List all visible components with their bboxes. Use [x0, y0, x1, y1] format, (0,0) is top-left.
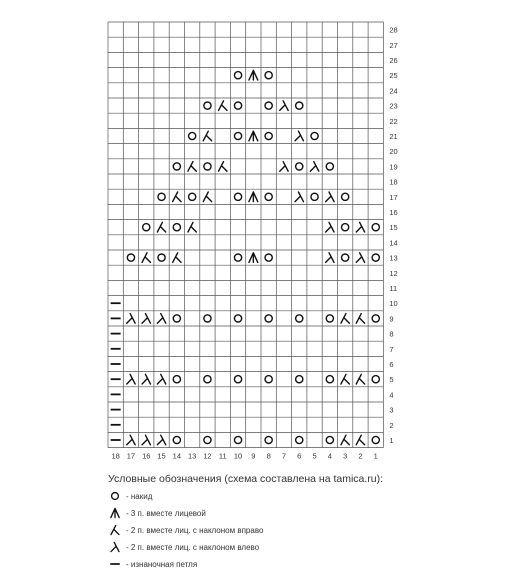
- yarn-over-icon: [204, 376, 211, 383]
- yarn-over-icon: [326, 436, 333, 443]
- stitch-cell: [204, 102, 211, 109]
- stitch-cell: [189, 132, 196, 139]
- stitch-cell: [342, 224, 349, 231]
- column-label: 8: [266, 451, 271, 461]
- stitch-cell: [249, 70, 258, 80]
- stitch-cell: [372, 436, 379, 443]
- stitch-cell: [143, 224, 150, 231]
- yarn-over-icon: [234, 193, 241, 200]
- legend-symbol: [108, 540, 122, 554]
- row-label: 25: [389, 71, 398, 81]
- k2tog-right-icon: [341, 314, 349, 324]
- legend-label: - 3 п. вместе лицевой: [126, 508, 206, 518]
- stitch-cell: [203, 131, 211, 141]
- k2tog-right-icon: [142, 253, 150, 263]
- yarn-over-icon: [204, 436, 211, 443]
- stitch-cell: [204, 163, 211, 170]
- row-label: 15: [389, 223, 398, 233]
- k2tog-right-icon: [219, 162, 227, 172]
- stitch-cell: [173, 224, 180, 231]
- k2tog-left-icon: [157, 374, 165, 384]
- stitch-cell: [234, 102, 241, 109]
- k2tog-left-icon: [280, 101, 288, 111]
- legend-item: [108, 506, 206, 520]
- row-label: 28: [389, 25, 398, 35]
- stitch-cell: [356, 253, 364, 263]
- stitch-cell: [310, 162, 318, 172]
- stitch-cell: [173, 163, 180, 170]
- k2tog-left-icon: [142, 374, 150, 384]
- k2tog-right-icon: [203, 131, 211, 141]
- stitch-cell: [296, 102, 303, 109]
- column-label: 5: [312, 451, 317, 461]
- k2tog-right-icon: [219, 101, 227, 111]
- row-label: 1: [389, 436, 394, 445]
- stitch-cell: [127, 374, 135, 384]
- stitch-cell: [342, 193, 349, 200]
- stitch-cell: [142, 374, 150, 384]
- stitch-cell: [204, 315, 211, 322]
- yarn-over-icon: [143, 224, 150, 231]
- stitch-cell: [157, 374, 165, 384]
- stitch-cell: [173, 253, 181, 263]
- column-label: 6: [297, 451, 302, 461]
- stitch-cell: [173, 376, 180, 383]
- k2tog-right-icon: [188, 222, 196, 232]
- stitch-cell: [296, 376, 303, 383]
- row-label: 14: [389, 238, 398, 248]
- k2tog-right-icon: [203, 192, 211, 202]
- stitch-cell: [158, 254, 165, 261]
- yarn-over-icon: [342, 193, 349, 200]
- yarn-over-icon: [265, 132, 272, 139]
- k2tog-left-icon: [280, 162, 288, 172]
- yarn-over-icon: [326, 163, 333, 170]
- legend-label: - накид: [126, 491, 153, 501]
- yarn-over-icon: [265, 102, 272, 109]
- yarn-over-icon: [265, 436, 272, 443]
- yarn-over-icon: [342, 224, 349, 231]
- stitch-cell: [234, 436, 241, 443]
- yarn-over-icon: [296, 436, 303, 443]
- row-label: 5: [389, 375, 394, 385]
- row-label: 26: [389, 56, 398, 65]
- column-label: 13: [187, 451, 197, 461]
- row-label: 13: [389, 253, 398, 263]
- row-label: 6: [389, 360, 394, 369]
- stitch-cell: [356, 374, 364, 384]
- stitch-cell: [234, 376, 241, 383]
- stitch-cell: [356, 314, 364, 324]
- stitch-cell: [127, 314, 135, 324]
- stitch-cell: [265, 254, 272, 261]
- k2tog-left-icon: [356, 253, 364, 263]
- stitch-cell: [142, 314, 150, 324]
- stitch-cell: [326, 163, 333, 170]
- yarn-over-icon: [204, 163, 211, 170]
- stitch-cell: [341, 314, 349, 324]
- stitch-cell: [142, 253, 150, 263]
- yarn-over-icon: [265, 376, 272, 383]
- column-label: 18: [111, 451, 120, 461]
- row-label: 27: [389, 40, 398, 50]
- yarn-over-icon: [234, 102, 241, 109]
- chart-stitches: [111, 70, 380, 444]
- yarn-over-icon: [311, 132, 318, 139]
- column-label: 1: [373, 451, 378, 461]
- yarn-over-icon: [158, 254, 165, 261]
- k2tog-left-icon: [127, 374, 135, 384]
- row-label: 17: [389, 192, 398, 202]
- stitch-cell: [296, 436, 303, 443]
- stitch-cell: [265, 315, 272, 322]
- yarn-over-icon: [234, 132, 241, 139]
- stitch-cell: [326, 253, 334, 263]
- stitch-cell: [189, 193, 196, 200]
- row-label: 3: [389, 405, 394, 415]
- stitch-cell: [173, 192, 181, 202]
- k3tog-icon: [249, 70, 258, 80]
- row-label: 9: [389, 314, 394, 324]
- k2tog-right-icon: [157, 222, 165, 232]
- yarn-over-icon: [204, 102, 211, 109]
- k2tog-left-icon: [157, 435, 165, 445]
- k2tog-left-icon: [356, 222, 364, 232]
- yarn-over-icon: [127, 254, 134, 261]
- chart-grid: [108, 22, 383, 448]
- legend-item: [108, 540, 259, 554]
- stitch-cell: [372, 315, 379, 322]
- yarn-over-icon: [189, 132, 196, 139]
- stitch-cell: [311, 132, 318, 139]
- yarn-over-icon: [173, 376, 180, 383]
- legend-symbol: [108, 489, 122, 503]
- stitch-cell: [158, 193, 165, 200]
- yarn-over-icon: [204, 315, 211, 322]
- column-label: 11: [218, 451, 227, 461]
- row-label: 21: [389, 132, 398, 141]
- stitch-cell: [372, 224, 379, 231]
- k2tog-left-icon: [142, 435, 150, 445]
- stitch-cell: [204, 376, 211, 383]
- stitch-cell: [326, 436, 333, 443]
- legend-symbol: [108, 557, 122, 571]
- yarn-over-icon: [326, 315, 333, 322]
- k2tog-right-icon: [173, 192, 181, 202]
- k3tog-icon: [111, 508, 119, 517]
- yarn-over-icon: [265, 193, 272, 200]
- k3tog-icon: [249, 253, 258, 263]
- k2tog-right-icon: [188, 162, 196, 172]
- yarn-over-icon: [372, 315, 379, 322]
- stitch-cell: [203, 192, 211, 202]
- row-label: 2: [389, 420, 394, 430]
- legend-symbol: [108, 506, 122, 520]
- column-labels: [111, 452, 377, 461]
- stitch-cell: [204, 436, 211, 443]
- row-label: 4: [389, 390, 394, 400]
- k2tog-right-icon: [341, 435, 349, 445]
- k3tog-icon: [249, 192, 258, 202]
- legend-title: Условные обозначения (схема составлена на tamica.ru):: [108, 473, 384, 485]
- k2tog-left-icon: [326, 222, 334, 232]
- yarn-over-icon: [296, 376, 303, 383]
- row-label: 7: [389, 344, 394, 354]
- k2tog-left-icon: [295, 131, 303, 141]
- legend-label: - изнаночная петля: [126, 559, 198, 569]
- row-label: 19: [389, 162, 398, 172]
- yarn-over-icon: [173, 315, 180, 322]
- yarn-over-icon: [326, 376, 333, 383]
- row-label: 24: [389, 86, 398, 96]
- yarn-over-icon: [311, 193, 318, 200]
- yarn-over-icon: [234, 254, 241, 261]
- stitch-cell: [265, 436, 272, 443]
- stitch-cell: [234, 132, 241, 139]
- column-label: 9: [251, 451, 256, 461]
- stitch-cell: [295, 192, 303, 202]
- stitch-cell: [342, 254, 349, 261]
- stitch-cell: [311, 193, 318, 200]
- k3tog-icon: [249, 131, 258, 141]
- stitch-cell: [265, 376, 272, 383]
- column-label: 10: [233, 451, 243, 461]
- column-label: 17: [126, 451, 136, 461]
- stitch-cell: [234, 193, 241, 200]
- stitch-cell: [356, 222, 364, 232]
- stitch-cell: [341, 435, 349, 445]
- stitch-cell: [157, 222, 165, 232]
- k2tog-left-icon: [310, 162, 318, 172]
- yarn-over-icon: [173, 224, 180, 231]
- row-label: 11: [389, 284, 398, 293]
- column-label: 4: [327, 451, 332, 461]
- yarn-over-icon: [234, 72, 241, 79]
- stitch-cell: [265, 132, 272, 139]
- row-label: 23: [389, 101, 398, 111]
- k2tog-left-icon: [127, 435, 135, 445]
- yarn-over-icon: [173, 163, 180, 170]
- stitch-cell: [219, 101, 227, 111]
- legend-label: - 2 п. вместе лиц. с наклоном вправо: [126, 525, 264, 535]
- yarn-over-icon: [296, 163, 303, 170]
- k2tog-left-icon: [111, 542, 119, 551]
- k2tog-left-icon: [326, 253, 334, 263]
- column-label: 3: [343, 451, 348, 461]
- row-label: 20: [389, 147, 398, 157]
- stitch-cell: [326, 315, 333, 322]
- stitch-cell: [157, 435, 165, 445]
- row-label: 10: [389, 299, 398, 309]
- stitch-cell: [356, 435, 364, 445]
- stitch-cell: [280, 101, 288, 111]
- k2tog-right-icon: [356, 314, 364, 324]
- column-label: 15: [157, 451, 166, 461]
- column-label: 16: [142, 451, 151, 461]
- stitch-cell: [157, 314, 165, 324]
- yarn-over-icon: [234, 436, 241, 443]
- yarn-over-icon: [296, 315, 303, 322]
- stitch-cell: [173, 315, 180, 322]
- column-label: 12: [203, 451, 212, 461]
- stitch-cell: [249, 131, 258, 141]
- k2tog-right-icon: [341, 374, 349, 384]
- stitch-cell: [127, 435, 135, 445]
- k2tog-left-icon: [295, 192, 303, 202]
- k2tog-left-icon: [142, 314, 150, 324]
- yarn-over-icon: [372, 436, 379, 443]
- stitch-cell: [265, 72, 272, 79]
- row-labels: [389, 26, 397, 445]
- stitch-cell: [280, 162, 288, 172]
- yarn-over-icon: [372, 376, 379, 383]
- yarn-over-icon: [173, 436, 180, 443]
- k2tog-left-icon: [127, 314, 135, 324]
- stitch-cell: [188, 162, 196, 172]
- stitch-cell: [234, 315, 241, 322]
- stitch-cell: [326, 376, 333, 383]
- row-label: 18: [389, 177, 398, 187]
- legend-item: [108, 557, 197, 571]
- stitch-cell: [142, 435, 150, 445]
- k2tog-left-icon: [326, 192, 334, 202]
- stitch-cell: [249, 253, 258, 263]
- stitch-cell: [296, 163, 303, 170]
- yarn-over-icon: [189, 193, 196, 200]
- stitch-cell: [127, 254, 134, 261]
- stitch-cell: [234, 72, 241, 79]
- column-label: 2: [358, 451, 363, 461]
- legend-item: [108, 523, 263, 537]
- row-label: 12: [389, 268, 398, 278]
- column-label: 14: [172, 451, 182, 461]
- legend-label: - 2 п. вместе лиц. с наклоном влево: [126, 542, 260, 552]
- stitch-cell: [372, 254, 379, 261]
- stitch-cell: [341, 374, 349, 384]
- stitch-cell: [234, 254, 241, 261]
- column-label: 7: [281, 451, 287, 461]
- yarn-over-icon: [372, 254, 379, 261]
- yarn-over-icon: [265, 254, 272, 261]
- row-label: 8: [389, 329, 394, 339]
- row-label: 16: [389, 208, 398, 217]
- stitch-cell: [372, 376, 379, 383]
- stitch-cell: [295, 131, 303, 141]
- stitch-cell: [265, 193, 272, 200]
- stitch-cell: [249, 192, 258, 202]
- yarn-over-icon: [372, 224, 379, 231]
- stitch-cell: [326, 192, 334, 202]
- yarn-over-icon: [296, 102, 303, 109]
- yarn-over-icon: [112, 493, 119, 500]
- stitch-cell: [173, 436, 180, 443]
- yarn-over-icon: [234, 315, 241, 322]
- k2tog-right-icon: [356, 374, 364, 384]
- legend-symbol: [108, 523, 122, 537]
- yarn-over-icon: [342, 254, 349, 261]
- stitch-cell: [219, 162, 227, 172]
- stitch-cell: [265, 102, 272, 109]
- k2tog-right-icon: [173, 253, 181, 263]
- yarn-over-icon: [265, 315, 272, 322]
- stitch-cell: [296, 315, 303, 322]
- stitch-cell: [188, 222, 196, 232]
- k2tog-right-icon: [356, 435, 364, 445]
- legend-item: [108, 489, 152, 503]
- stitch-cell: [326, 222, 334, 232]
- yarn-over-icon: [158, 193, 165, 200]
- k2tog-left-icon: [157, 314, 165, 324]
- row-label: 22: [389, 116, 398, 126]
- yarn-over-icon: [234, 376, 241, 383]
- yarn-over-icon: [265, 72, 272, 79]
- k2tog-right-icon: [111, 525, 119, 534]
